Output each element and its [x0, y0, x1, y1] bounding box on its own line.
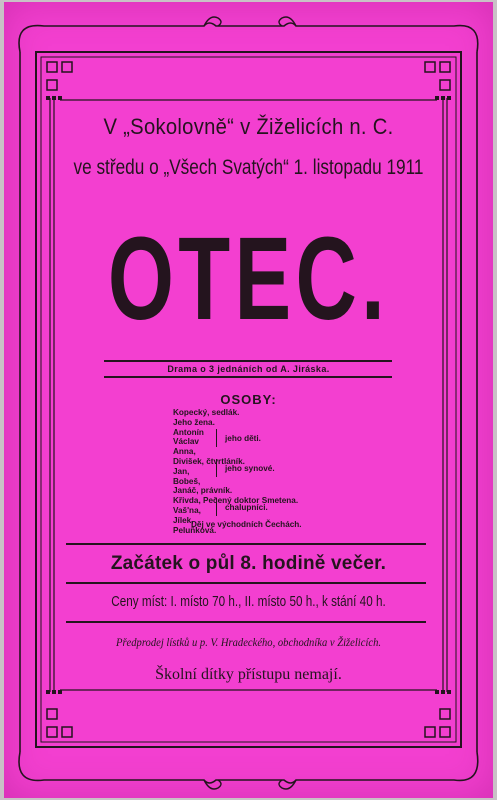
subtitle: Drama o 3 jednáních od A. Jiráska. — [167, 364, 330, 374]
cast-item: Janáč, právník. — [173, 486, 233, 496]
cast-item: Peluňková. — [173, 525, 217, 535]
cast-item: Bobeš, — [173, 476, 201, 486]
play-title: OTEC. — [107, 213, 390, 345]
cast-item: Křivda, Pečený doktor Smetena. — [173, 496, 299, 506]
cast-item: Vaš'na, — [173, 505, 201, 515]
group-sons-label: jeho synové. — [225, 464, 275, 473]
cast-item: Jílek, — [173, 515, 194, 525]
theatre-poster — [4, 2, 493, 798]
cast-item: Jeho žena. — [173, 417, 215, 427]
presale-info: Předprodej lístků u p. V. Hradeckého, obchodníka v Žiželicích. — [115, 637, 382, 649]
ticket-prices: Ceny míst: I. místo 70 h., II. místo 50 h., k stání 40 h. — [111, 593, 386, 610]
cast-item: Anna, — [173, 447, 196, 457]
cast-item: Antonín — [173, 427, 204, 437]
setting-line: Děj ve východních Čechách. — [191, 520, 302, 529]
group-cottagers-label: chalupníci. — [225, 503, 268, 512]
cast-item: Jan, — [173, 466, 190, 476]
date-line: ve středu o „Všech Svatých“ 1. listopadu 1911 — [73, 156, 424, 179]
group-children-label: jeho děti. — [225, 434, 261, 443]
start-time: Začátek o půl 8. hodině večer. — [110, 553, 387, 574]
children-notice: Školní dítky přístupu nemají. — [155, 666, 342, 683]
cast-item: Kopecký, sedlák. — [173, 408, 240, 417]
brace-children — [216, 429, 223, 447]
rule-below-subtitle — [104, 376, 392, 378]
rule-above-start — [66, 543, 426, 545]
cast-item: Václav — [173, 437, 199, 447]
rule-below-start — [66, 582, 426, 584]
venue-line: V „Sokolovně“ v Žiželicích n. C. — [103, 114, 394, 139]
cast-item: Divišek, čtvrtláník. — [173, 456, 245, 466]
rule-above-subtitle — [104, 360, 392, 362]
cast-heading: OSOBY: — [220, 392, 277, 407]
rule-below-prices — [66, 621, 426, 623]
brace-sons — [216, 459, 223, 477]
brace-cottagers — [216, 498, 223, 516]
